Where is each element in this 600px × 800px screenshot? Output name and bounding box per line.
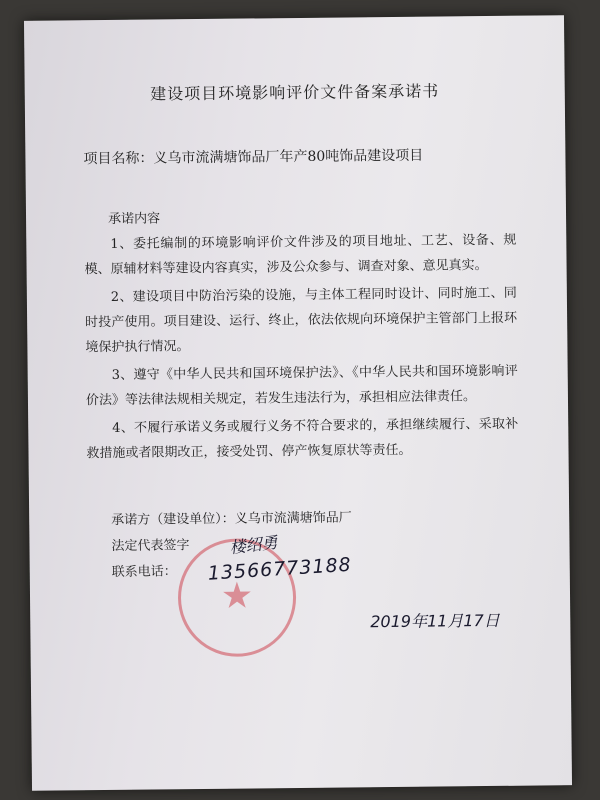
seal-star-icon: ★ (220, 575, 254, 617)
commitment-item: 1、委托编制的环境影响评价文件涉及的项目地址、工艺、设备、规模、原辅材料等建设内容真实，涉及公众参与、调查对象、意见真实。 (84, 232, 517, 278)
document-page (24, 15, 572, 791)
commitment-item: 4、不履行承诺义务或履行义务不符合要求的，承担继续履行、采取补救措施或者限期改正，接受处罚、停产恢复原状等责任。 (86, 416, 519, 462)
commitment-item: 3、遵守《中华人民共和国环境保护法》、《中华人民共和国环境影响评价法》等法律法规相关规定，若发生违法行为，承担相应法律责任。 (85, 363, 518, 409)
legal-rep-label: 法定代表签字 (111, 538, 190, 554)
document-title: 建设项目环境影响评价文件备案承诺书 (150, 81, 440, 104)
project-name-line: 项目名称：义乌市流满塘饰品厂年产80吨饰品建设项目 (83, 147, 424, 168)
commitment-item: 2、建设项目中防治污染的设施，与主体工程同时设计、同时施工、同时投产使用。项目建设、运行、终止，依法依规向环境保护主管部门上报环境保护执行情况。 (85, 285, 518, 356)
commitment-heading: 承诺内容 (107, 211, 161, 227)
commitment-items (84, 228, 518, 470)
handwritten-phone: 13566773188 (207, 553, 353, 585)
promisor-line: 承诺方（建设单位）：义乌市流满塘饰品厂 (111, 510, 352, 528)
handwritten-date: 2019年11月17日 (370, 610, 500, 632)
handwritten-signature: 楼绍勇 (228, 532, 279, 558)
contact-label: 联系电话： (111, 564, 177, 580)
